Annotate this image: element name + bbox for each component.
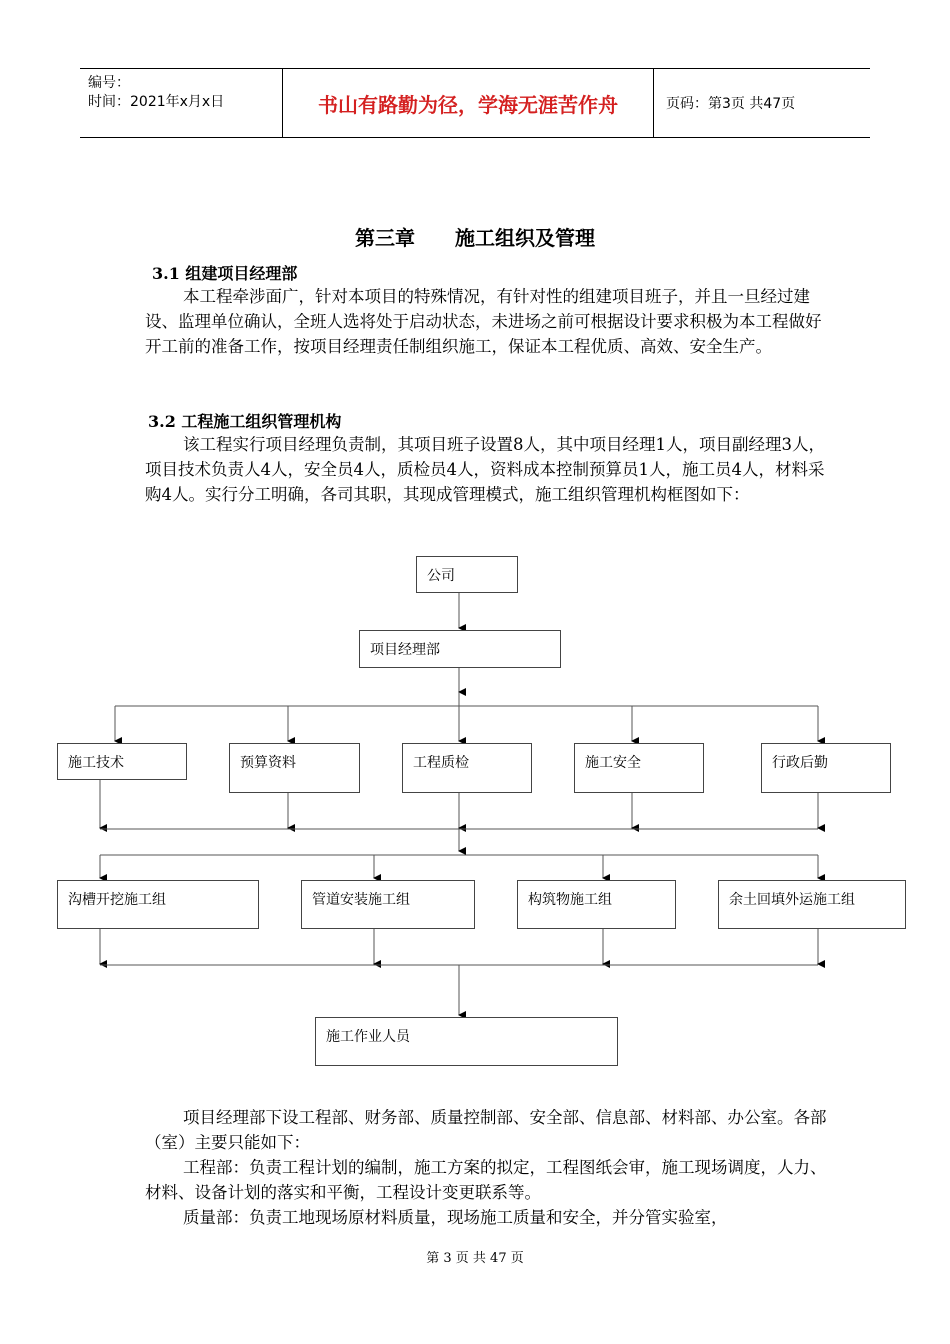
org-box-department: 预算资料	[229, 743, 360, 793]
org-box-team: 管道安装施工组	[301, 880, 475, 929]
org-box-department: 工程质检	[402, 743, 532, 793]
header-date: 时间：2021年x月x日	[88, 94, 225, 110]
chapter-title: 第三章 施工组织及管理	[355, 226, 595, 250]
org-box-department: 施工技术	[57, 743, 187, 780]
header-motto: 书山有路勤为径，学海无涯苦作舟	[283, 69, 654, 137]
section-2-heading: 3.2 工程施工组织管理机构	[148, 412, 342, 431]
org-box-workers: 施工作业人员	[315, 1017, 618, 1066]
org-box-team: 沟槽开挖施工组	[57, 880, 259, 929]
section-2-paragraph: 该工程实行项目经理负责制，其项目班子设置8人，其中项目经理1人，项目副经理3人，项目技术负责人4人，安全员4人，质检员4人，资料成本控制预算员1人，施工员4人，材料采购4人。实行分工明确，各司其职，其现成管理模式，施工组织管理机构框图如下：	[145, 435, 825, 504]
org-box-team: 余土回填外运施工组	[718, 880, 906, 929]
engineering-dept-paragraph: 工程部：负责工程计划的编制，施工方案的拟定，工程图纸会审，施工现场调度，人力、材料、设备计划的落实和平衡，工程设计变更联系等。	[145, 1158, 827, 1202]
org-box-manager: 项目经理部	[359, 630, 561, 668]
quality-dept-paragraph: 质量部：负责工地现场原材料质量，现场施工质量和安全，并分管实验室，	[183, 1208, 728, 1227]
section-1-heading: 3.1 组建项目经理部	[152, 264, 298, 283]
org-box-company: 公司	[416, 556, 518, 593]
page-footer: 第 3 页 共 47 页	[426, 1251, 524, 1266]
org-box-department: 施工安全	[574, 743, 704, 793]
header-number: 编号：	[88, 75, 130, 91]
header-page-info: 页码：第3页 共47页	[666, 96, 796, 112]
org-box-team: 构筑物施工组	[517, 880, 676, 929]
org-box-department: 行政后勤	[761, 743, 891, 793]
departments-body	[145, 1105, 835, 1230]
section-1-paragraph: 本工程牵涉面广，针对本项目的特殊情况，有针对性的组建项目班子，并且一旦经过建设、监理单位确认，全班人选将处于启动状态，未进场之前可根据设计要求积极为本工程做好开工前的准备工作，按项目经理责任制组织施工，保证本工程优质、高效、安全生产。	[145, 287, 822, 356]
departments-paragraph: 项目经理部下设工程部、财务部、质量控制部、安全部、信息部、材料部、办公室。各部（室）主要只能如下：	[145, 1108, 827, 1152]
